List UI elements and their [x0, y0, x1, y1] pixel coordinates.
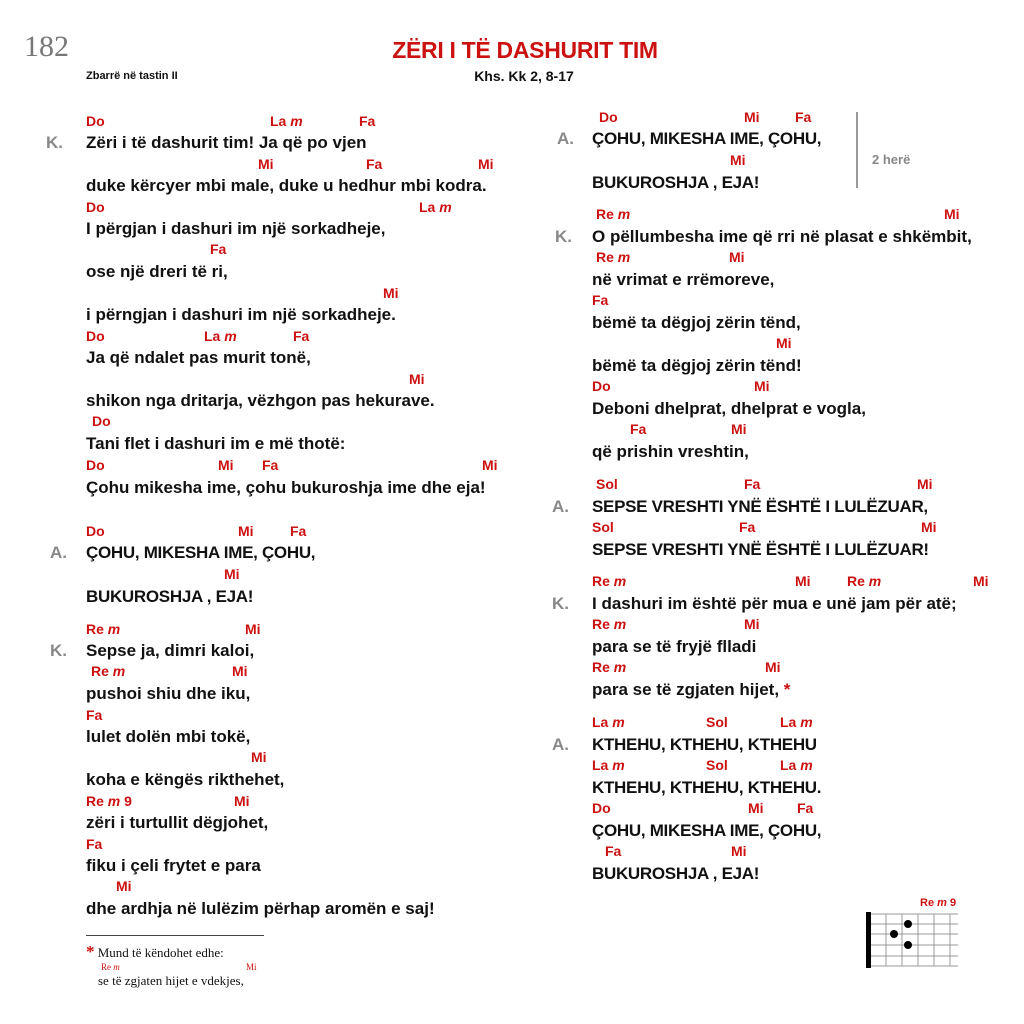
refrain-line: BUKUROSHJA , EJA!	[592, 864, 760, 883]
chord: La m	[780, 757, 813, 773]
chord: Sol	[592, 519, 614, 535]
chord: Do	[86, 457, 105, 473]
section-mark: A.	[557, 129, 574, 148]
chord: Mi	[795, 573, 811, 589]
chord: Mi	[731, 421, 747, 437]
repeat-bracket	[856, 112, 858, 188]
section-mark: K.	[50, 641, 67, 660]
chord: Fa	[795, 109, 812, 125]
lyric-line: O pëllumbesha ime që rri në plasat e shkëmbit,	[592, 227, 972, 246]
chord: La m	[204, 328, 237, 344]
chord: Fa	[797, 800, 814, 816]
lyric-line: që prishin vreshtin,	[592, 442, 749, 461]
chord: Mi	[383, 285, 399, 301]
chord: Re m	[86, 621, 121, 637]
chord: Fa	[86, 836, 103, 852]
song-title: ZËRI I TË DASHURIT TIM	[392, 37, 658, 63]
chord: Mi	[765, 659, 781, 675]
refrain-line: KTHEHU, KTHEHU, KTHEHU	[592, 735, 817, 754]
chord: Do	[86, 199, 105, 215]
chord: Fa	[359, 113, 376, 129]
chord: Do	[599, 109, 618, 125]
lyric-line: ose një dreri të ri,	[86, 262, 228, 281]
chord: Fa	[290, 523, 307, 539]
chord: Fa	[366, 156, 383, 172]
chord-diagram	[866, 912, 960, 968]
chord: Do	[86, 523, 105, 539]
chord: Fa	[592, 292, 609, 308]
lyric-line: I dashuri im është për mua e unë jam për atë;	[592, 594, 957, 613]
lyric-line: duke kërcyer mbi male, duke u hedhur mbi kodra.	[86, 176, 487, 195]
chord-diagram-label: Re m 9	[920, 897, 957, 909]
footnote-intro: * Mund të këndohet edhe:	[86, 942, 224, 961]
footnote-divider	[86, 935, 264, 936]
chord: Fa	[744, 476, 761, 492]
finger-dot	[890, 930, 898, 938]
lyric-line: pushoi shiu dhe iku,	[86, 684, 251, 703]
refrain-line: ÇOHU, MIKESHA IME, ÇOHU,	[86, 543, 316, 562]
lyric-line: bëmë ta dëgjoj zërin tënd!	[592, 356, 802, 375]
chord: Sol	[596, 476, 618, 492]
chord: Mi	[232, 663, 248, 679]
footnote-star: *	[783, 680, 791, 699]
chord: La m	[780, 714, 813, 730]
chord: Sol	[706, 714, 728, 730]
chord: Do	[86, 113, 105, 129]
lyric-line: bëmë ta dëgjoj zërin tënd,	[592, 313, 801, 332]
chord: Mi	[917, 476, 933, 492]
chord: Do	[592, 378, 611, 394]
chord: Mi	[409, 371, 425, 387]
capo-note: Zbarrë në tastin II	[86, 70, 178, 82]
lyric-line: koha e këngës rikthehet,	[86, 770, 285, 789]
chord: Mi	[776, 335, 792, 351]
footnote-chord: Re m	[101, 962, 120, 972]
chord: La m	[270, 113, 303, 129]
finger-dot	[904, 941, 912, 949]
chord: Mi	[218, 457, 234, 473]
chord: La m	[592, 714, 625, 730]
footnote-line: se të zgjaten hijet e vdekjes,	[98, 973, 244, 988]
chord: Do	[92, 413, 111, 429]
refrain-line: SEPSE VRESHTI YNË ËSHTË I LULËZUAR,	[592, 497, 928, 516]
lyric-line: në vrimat e rrëmoreve,	[592, 270, 775, 289]
lyric-line: lulet dolën mbi tokë,	[86, 727, 251, 746]
chord: Mi	[731, 843, 747, 859]
chord: Fa	[262, 457, 279, 473]
lyric-line: fiku i çeli frytet e para	[86, 856, 261, 875]
footnote-chord: Mi	[246, 962, 257, 972]
section-mark: K.	[552, 594, 569, 613]
chord: Re m 9	[86, 793, 132, 809]
lyric-line: Tani flet i dashuri im e më thotë:	[86, 434, 346, 453]
bible-reference: Khs. Kk 2, 8-17	[474, 68, 574, 84]
lyric-line: I përgjan i dashuri im një sorkadheje,	[86, 219, 386, 238]
chord: Mi	[748, 800, 764, 816]
chord: Do	[86, 328, 105, 344]
lyric-line: shikon nga dritarja, vëzhgon pas hekurave.	[86, 391, 435, 410]
section-mark: A.	[50, 543, 67, 562]
chord: Mi	[482, 457, 498, 473]
chord: Mi	[744, 616, 760, 632]
refrain-line: ÇOHU, MIKESHA IME, ÇOHU,	[592, 821, 822, 840]
chord: Mi	[729, 249, 745, 265]
chord: Mi	[258, 156, 274, 172]
lyric-line: Sepse ja, dimri kaloi,	[86, 641, 255, 660]
section-mark: A.	[552, 497, 569, 516]
chord: Mi	[245, 621, 261, 637]
chord: Mi	[116, 878, 132, 894]
page-number: 182	[24, 30, 69, 63]
chord: Fa	[630, 421, 647, 437]
chord: Mi	[238, 523, 254, 539]
finger-dot	[904, 920, 912, 928]
chord: Fa	[210, 241, 227, 257]
lyric-line: Çohu mikesha ime, çohu bukuroshja ime dhe eja!	[86, 478, 486, 497]
lyric-line: Ja që ndalet pas murit tonë,	[86, 348, 311, 367]
section-mark: K.	[555, 227, 572, 246]
chord: Re m	[592, 659, 627, 675]
lyric-line: i përngjan i dashuri im një sorkadheje.	[86, 305, 396, 324]
lyric-line: Deboni dhelprat, dhelprat e vogla,	[592, 399, 866, 418]
chord: Mi	[251, 749, 267, 765]
chord: Mi	[973, 573, 989, 589]
refrain-line: BUKUROSHJA , EJA!	[86, 587, 254, 606]
repeat-label: 2 herë	[872, 152, 911, 167]
chord: Fa	[86, 707, 103, 723]
refrain-line: BUKUROSHJA , EJA!	[592, 173, 760, 192]
chord: Re m	[592, 616, 627, 632]
chord: Mi	[744, 109, 760, 125]
lyric-line: para se të zgjaten hijet, *	[592, 680, 791, 699]
refrain-line: ÇOHU, MIKESHA IME, ÇOHU,	[592, 129, 822, 148]
chord: La m	[592, 757, 625, 773]
chord: Mi	[730, 152, 746, 168]
chord: Fa	[293, 328, 310, 344]
chord: Mi	[478, 156, 494, 172]
chord: Mi	[754, 378, 770, 394]
lyric-line: zëri i turtullit dëgjohet,	[86, 813, 269, 832]
lyric-line: dhe ardhja në lulëzim përhap aromën e saj!	[86, 899, 435, 918]
chord: Fa	[739, 519, 756, 535]
chord: Mi	[921, 519, 937, 535]
chord: Re m	[596, 249, 631, 265]
chord: Sol	[706, 757, 728, 773]
refrain-line: SEPSE VRESHTI YNË ËSHTË I LULËZUAR!	[592, 540, 929, 559]
chord: Do	[592, 800, 611, 816]
chord: Mi	[944, 206, 960, 222]
chord: Re m	[91, 663, 126, 679]
refrain-line: KTHEHU, KTHEHU, KTHEHU.	[592, 778, 822, 797]
chord: Fa	[605, 843, 622, 859]
section-mark: K.	[46, 133, 63, 152]
lyric-line: Zëri i të dashurit tim! Ja që po vjen	[86, 133, 367, 152]
chord: Re m	[592, 573, 627, 589]
chord: Mi	[234, 793, 250, 809]
chord: Re m	[847, 573, 882, 589]
lyric-line: para se të fryjë flladi	[592, 637, 757, 656]
chord: Mi	[224, 566, 240, 582]
section-mark: A.	[552, 735, 569, 754]
chord: La m	[419, 199, 452, 215]
chord: Re m	[596, 206, 631, 222]
